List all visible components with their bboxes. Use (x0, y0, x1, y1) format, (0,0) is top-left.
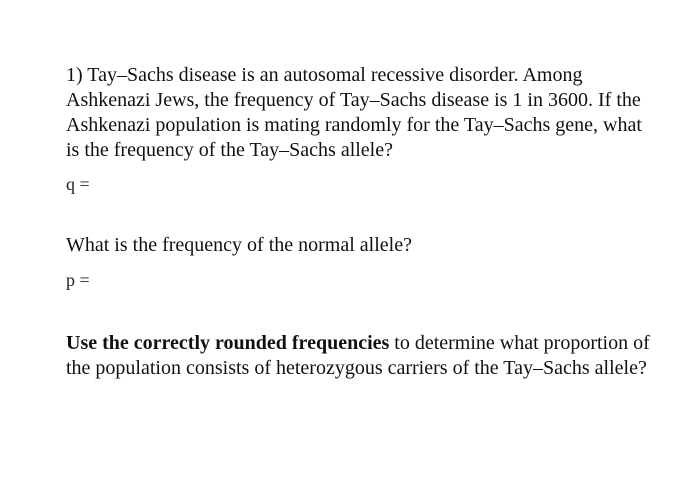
question-3-text (66, 331, 656, 381)
p-answer-label: p = (66, 270, 90, 290)
question-3-emphasis: Use the correctly rounded frequencies (66, 332, 390, 354)
question-3-rest: to determine what proportion of the population consists of heterozygous carriers of the Tay–Sachs allele? (66, 332, 650, 379)
q-answer-label: q = (66, 174, 90, 194)
question-1-text: 1) Tay–Sachs disease is an autosomal recessive disorder. Among Ashkenazi Jews, the frequency of Tay–Sachs disease is 1 in 3600. If the Ashkenazi population is mating randomly for the Tay–Sachs gene, what is the frequency of the Tay–Sachs allele? (66, 64, 642, 161)
question-2-text: What is the frequency of the normal allele? (66, 234, 412, 256)
